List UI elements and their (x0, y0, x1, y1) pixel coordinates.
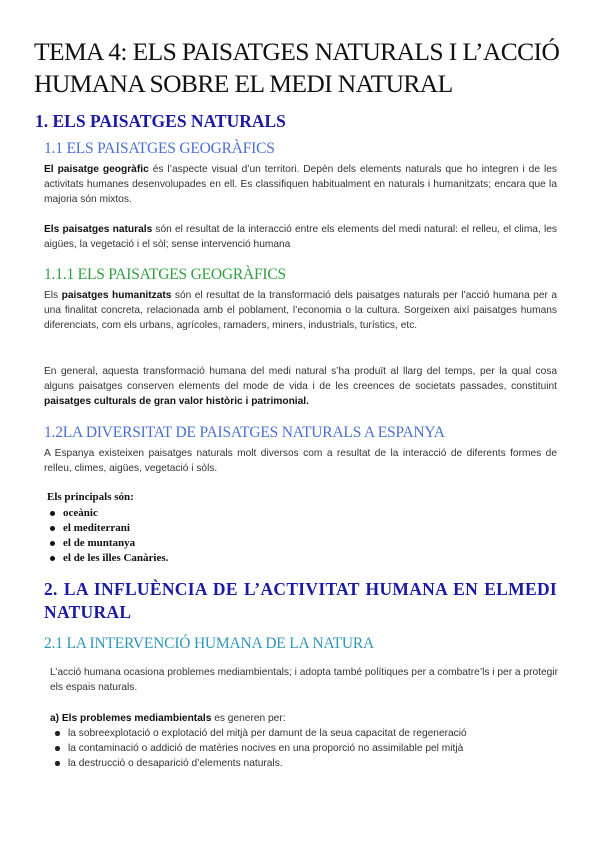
list-item: oceànic (47, 506, 168, 521)
list-item: el mediterrani (47, 521, 168, 536)
paragraph-text: En general, aquesta transformació humana del medi natural s’ha produït al llarg del temps, per la qual cosa alguns paisatges conserven elements del mode de vida i de les creences de societats passades, constituint (44, 366, 557, 392)
paragraph-diversitat: A Espanya existeixen paisatges naturals molt diversos com a resultat de la interacció de diferents formes de relleu, climes, aigües, vegetació i sòls. (44, 448, 557, 474)
paragraph-text: Els (44, 290, 62, 301)
list-title: Els principals són: (47, 491, 134, 503)
list-item: la sobreexplotació o explotació del mitjà per damunt de la seua capacitat de regeneració (50, 726, 562, 741)
bold-term: paisatges humanitzats (61, 290, 172, 301)
paragraph-transformacio (44, 364, 557, 409)
section-1-2-heading: 1.2LA DIVERSITAT DE PAISATGES NATURALS A ESPANYA (44, 424, 445, 441)
section-2-1-heading: 2.1 LA INTERVENCIÓ HUMANA DE LA NATURA (44, 635, 374, 652)
paisatges-list (47, 506, 168, 566)
page-title: TEMA 4: ELS PAISATGES NATURALS I L’ACCIÓ HUMANA SOBRE EL MEDI NATURAL (34, 37, 560, 98)
paragraph-problemes (50, 711, 562, 726)
section-1-heading: 1. ELS PAISATGES NATURALS (35, 111, 286, 131)
section-1-1-1-heading: 1.1.1 ELS PAISATGES GEOGRÀFICS (44, 266, 286, 283)
bold-term: paisatges culturals de gran valor històric i patrimonial. (44, 396, 309, 407)
paragraph-text: són el resultat de la transformació dels paisatges naturals per l’acció humana per a una finalitat concreta, relacionada amb el poblament, l’economia o la cultura. Sorgeixen així paisatges humans diferenciats, com els urbans, agrícoles, ramaders, miners, industrials, turístics, etc. (44, 290, 558, 331)
list-item: el de muntanya (47, 536, 168, 551)
section-2-heading: 2. LA INFLUÈNCIA DE L’ACTIVITAT HUMANA EN ELMEDI NATURAL (44, 579, 557, 622)
paragraph-paisatges-naturals (44, 222, 557, 252)
list-item: la destrucció o desaparició d’elements naturals. (50, 756, 562, 771)
bold-term: a) Els problemes mediambientals (50, 713, 212, 724)
bold-term: El paisatge geogràfic (44, 164, 149, 175)
paragraph-paisatges-humanitzats (44, 288, 557, 333)
bold-term: Els paisatges naturals (44, 224, 153, 235)
problemes-list (50, 726, 562, 771)
list-item: el de les illes Canàries. (47, 551, 168, 566)
paragraph-paisatge-geografic (44, 162, 557, 207)
section-1-1-heading: 1.1 ELS PAISATGES GEOGRÀFICS (44, 140, 275, 157)
paragraph-text: són el resultat de la interacció entre els elements del medi natural: el relleu, el clima, les aigües, la vegetació i el sòl; sense intervenció humana (44, 224, 557, 250)
paragraph-accio-humana: L’acció humana ocasiona problemes mediambientals; i adopta també polítiques per a combatre’ls i per a protegir els espais naturals. (50, 667, 558, 693)
paragraph-text: és l’aspecte visual d’un territori. Depèn dels elements naturals que ho integren i de les activitats humanes desenvolupades en ell. Es classifiquen habitualment en naturals i humanitzats; encara que la majoria són mixtos. (44, 164, 557, 205)
list-item: la contaminació o addició de matèries nocives en una proporció no assimilable pel mitjà (50, 741, 562, 756)
paragraph-text: es generen per: (211, 713, 286, 724)
